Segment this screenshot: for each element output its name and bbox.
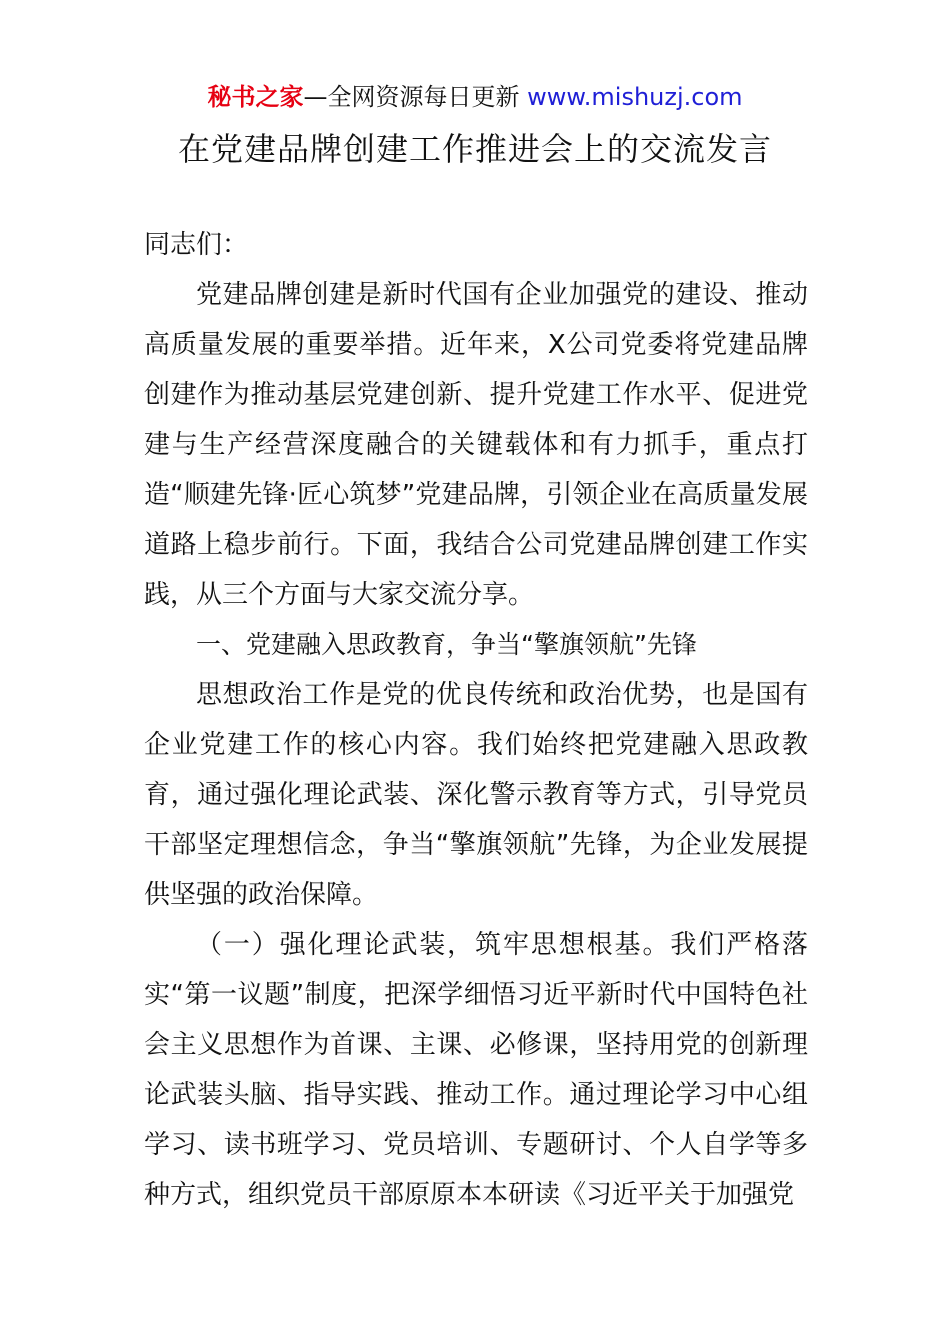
body-paragraph: （一）强化理论武装，筑牢思想根基。我们严格落实“第一议题”制度，把深学细悟习近平新时代中国特色社会主义思想作为首课、主课、必修课，坚持用党的创新理论武装头脑、指导实践、推动工作。通过理论学习中心组学习、读书班学习、党员培训、专题研讨、个人自学等多种方式，组织党员干部原原本本研读《习近平关于加强党 — [144, 930, 808, 1210]
body-paragraph: 思想政治工作是党的优良传统和政治优势，也是国有企业党建工作的核心内容。我们始终把党建融入思政教育，通过强化理论武装、深化警示教育等方式，引导党员干部坚定理想信念，争当“擎旗领航”先锋，为企业发展提供坚强的政治保障。 — [144, 680, 808, 910]
site-header — [0, 80, 950, 114]
document-body — [144, 220, 808, 1220]
section-heading: 一、党建融入思政教育，争当“擎旗领航”先锋 — [196, 630, 697, 659]
document-title: 在党建品牌创建工作推进会上的交流发言 — [177, 130, 772, 168]
salutation: 同志们： — [144, 230, 249, 260]
site-slogan: —全网资源每日更新 — [303, 83, 520, 111]
site-url-link[interactable]: www.mishuzj.com — [527, 83, 743, 111]
intro-paragraph: 党建品牌创建是新时代国有企业加强党的建设、推动高质量发展的重要举措。近年来，X公司党委将党建品牌创建作为推动基层党建创新、提升党建工作水平、促进党建与生产经营深度融合的关键载体和有力抓手，重点打造“顺建先锋·匠心筑梦”党建品牌，引领企业在高质量发展道路上稳步前行。下面，我结合公司党建品牌创建工作实践，从三个方面与大家交流分享。 — [144, 280, 808, 610]
site-brand: 秘书之家 — [207, 83, 304, 111]
